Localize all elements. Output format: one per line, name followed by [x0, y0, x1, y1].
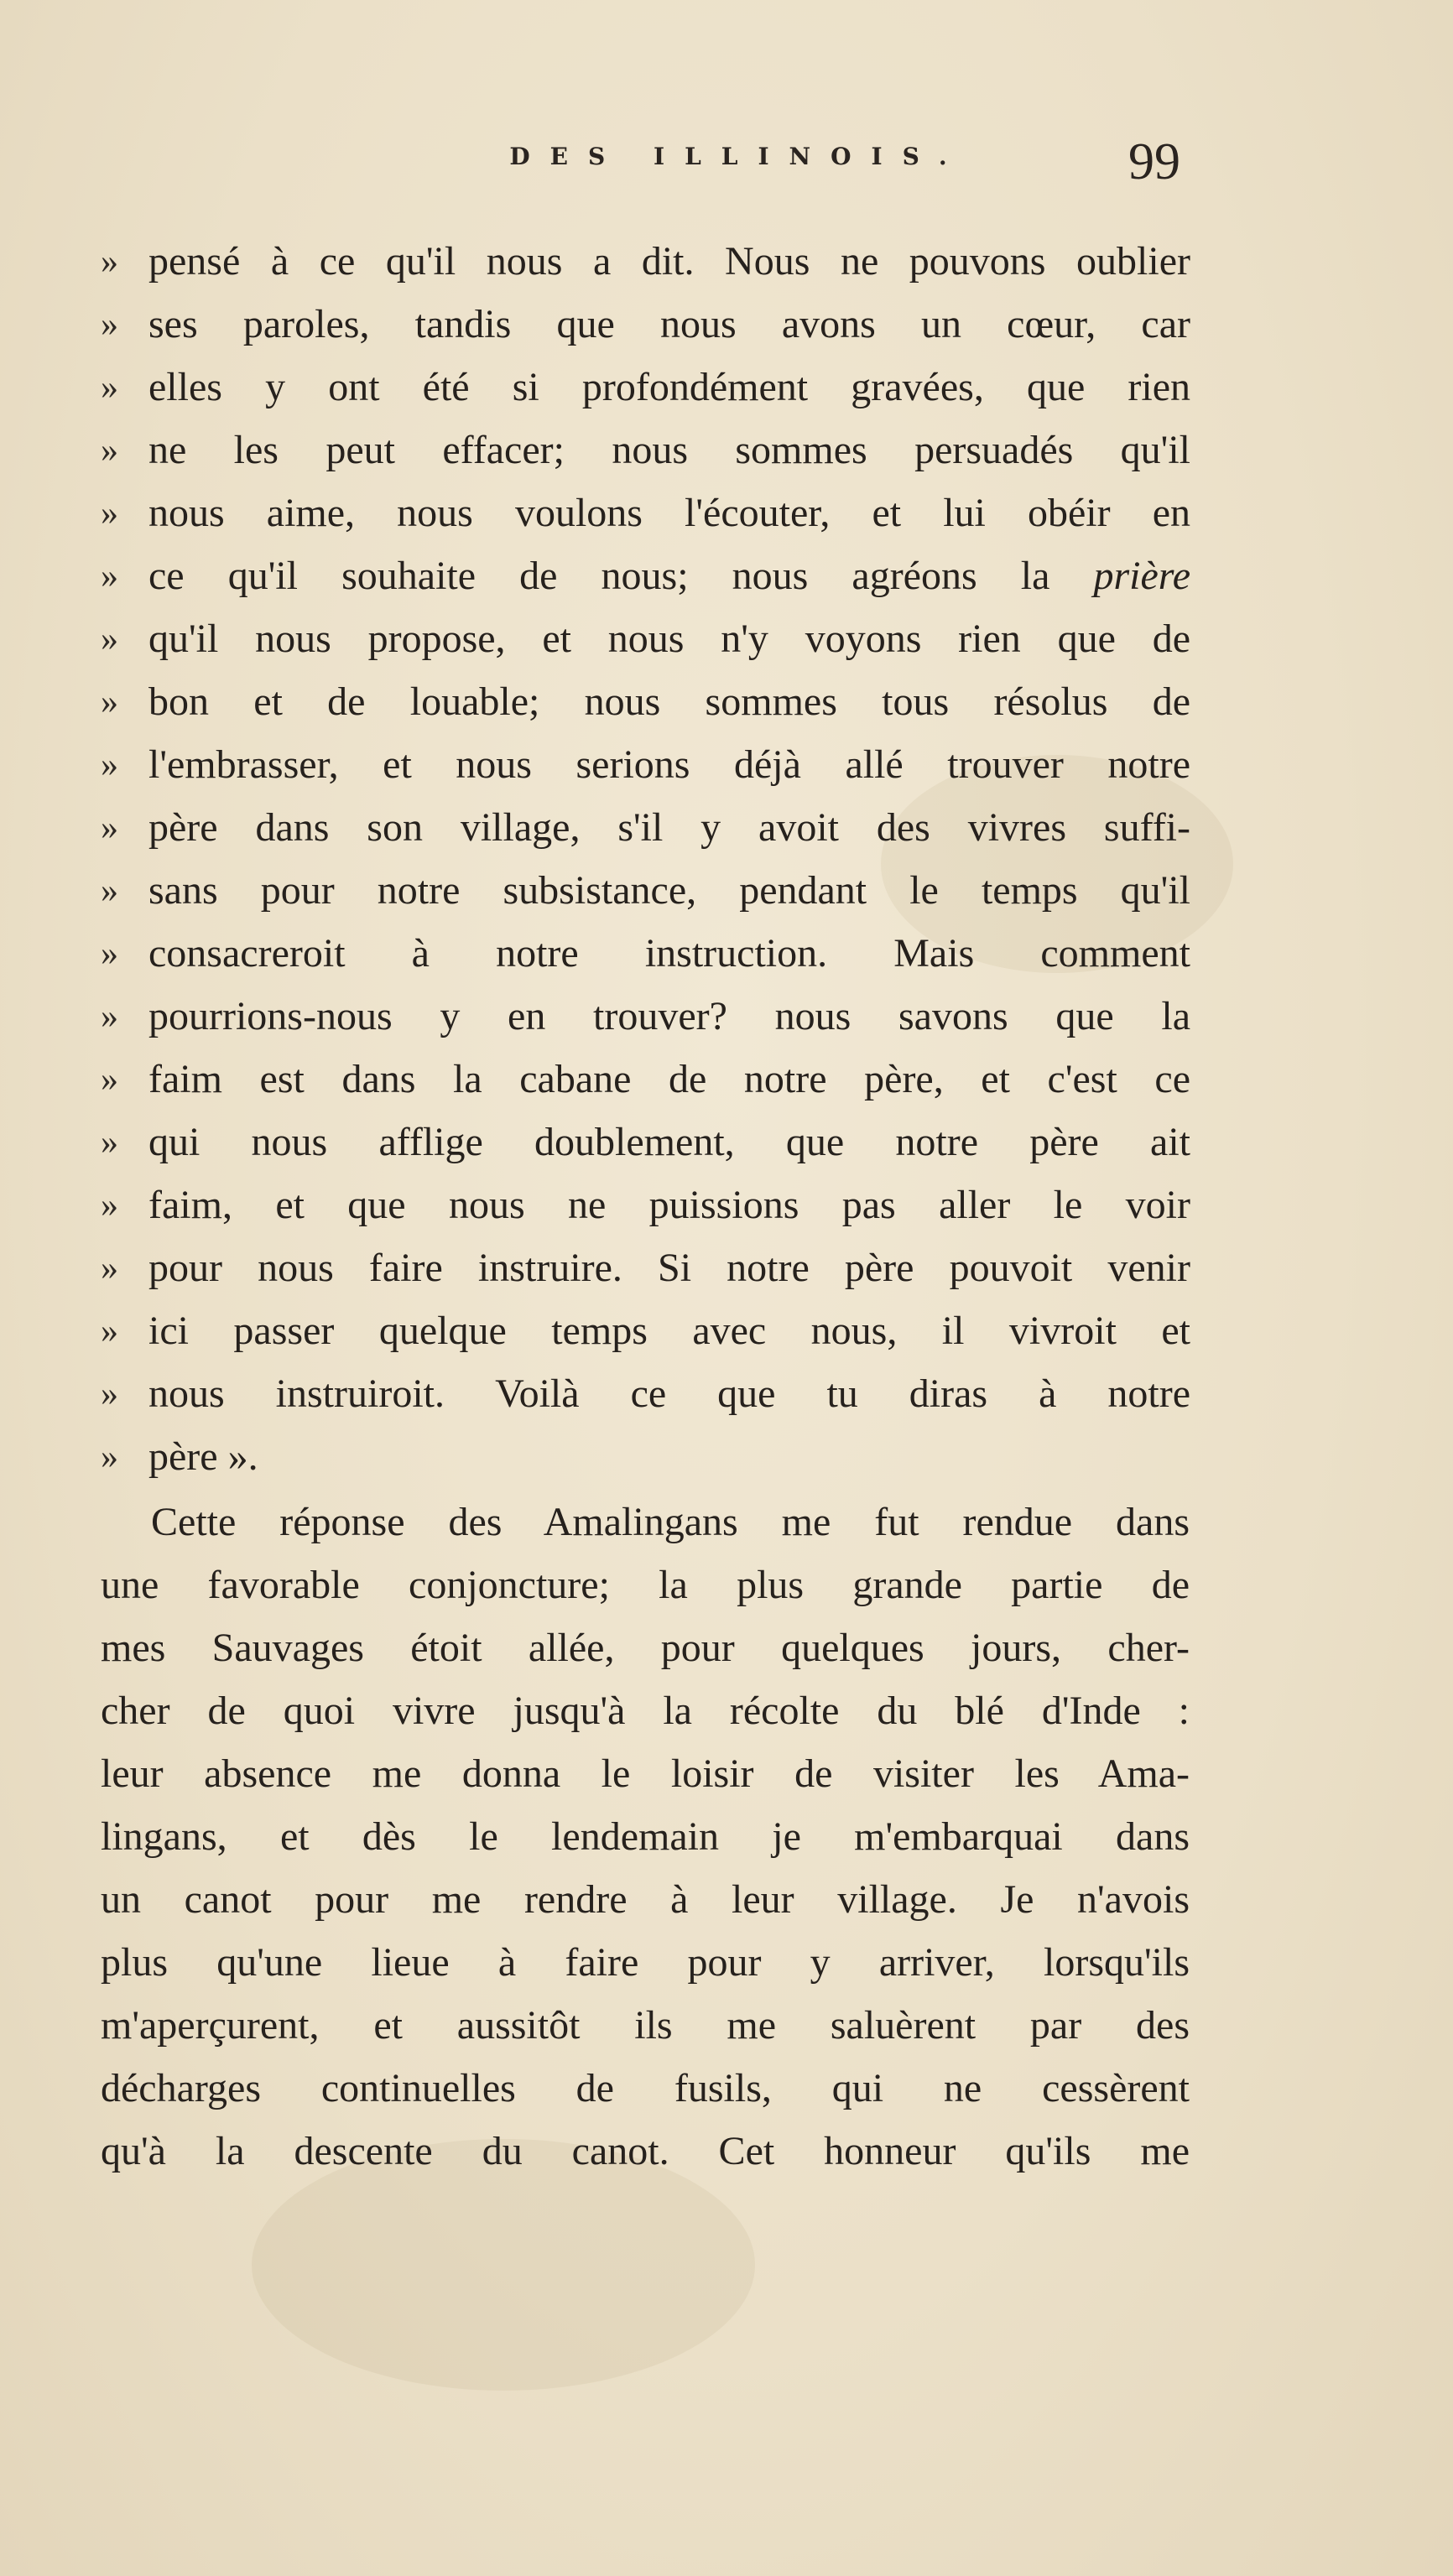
- line-text: elles y ont été si profondément gravées, que rien: [148, 365, 1190, 409]
- quote-mark: »: [101, 620, 118, 658]
- line-text: décharges continuelles de fusils, qui ne cessèrent: [101, 2066, 1190, 2110]
- quote-mark: »: [101, 494, 118, 533]
- line-text: une favorable conjoncture; la plus grande partie de: [101, 1563, 1190, 1607]
- line-text: bon et de louable; nous sommes tous résolus de: [148, 679, 1190, 724]
- quote-mark: »: [101, 431, 118, 470]
- line-text: nous aime, nous voulons l'écouter, et lui obéir en: [148, 491, 1190, 535]
- line-text: qu'il nous propose, et nous n'y voyons rien que de: [148, 617, 1190, 661]
- quote-mark: »: [101, 683, 118, 721]
- quote-mark: »: [101, 305, 118, 344]
- line-text: père ».: [148, 1434, 258, 1479]
- line-text: nous instruiroit. Voilà ce que tu diras à notre: [148, 1371, 1190, 1416]
- line-text: cher de quoi vivre jusqu'à la récolte du blé d'Inde :: [101, 1689, 1190, 1733]
- line-text: pensé à ce qu'il nous a dit. Nous ne pouvons oublier: [148, 239, 1190, 284]
- line-text: leur absence me donna le loisir de visiter les Ama-: [101, 1751, 1190, 1796]
- italic-word: prière: [1093, 554, 1191, 598]
- page-number: 99: [1128, 133, 1180, 190]
- line-text: faim, et que nous ne puissions pas aller le voir: [148, 1183, 1190, 1227]
- quote-mark: »: [101, 1312, 118, 1350]
- line-text: ne les peut effacer; nous sommes persuadés qu'il: [148, 428, 1190, 472]
- paper-stain: [252, 2139, 755, 2391]
- quote-mark: »: [101, 746, 118, 784]
- quote-mark: »: [101, 997, 118, 1036]
- line-text: sans pour notre subsistance, pendant le temps qu'il: [148, 868, 1190, 913]
- line-text: qui nous afflige doublement, que notre père ait: [148, 1120, 1190, 1164]
- quote-mark: »: [101, 557, 118, 596]
- running-head: DES ILLINOIS.: [509, 143, 967, 170]
- line-text: faim est dans la cabane de notre père, et c'est ce: [148, 1057, 1190, 1101]
- quote-mark: »: [101, 368, 118, 407]
- line-text: pour nous faire instruire. Si notre père pouvoit venir: [148, 1246, 1190, 1290]
- line-text: qu'à la descente du canot. Cet honneur qu'ils me: [101, 2129, 1190, 2173]
- line-text: consacreroit à notre instruction. Mais comment: [148, 931, 1190, 976]
- line-text: Cette réponse des Amalingans me fut rendue dans: [151, 1500, 1190, 1544]
- line-text: ses paroles, tandis que nous avons un cœur, car: [148, 302, 1190, 346]
- quote-mark: »: [101, 934, 118, 973]
- quote-mark: »: [101, 872, 118, 910]
- line-text: pourrions-nous y en trouver? nous savons que la: [148, 994, 1190, 1038]
- quote-mark: »: [101, 1060, 118, 1099]
- line-text: mes Sauvages étoit allée, pour quelques jours, cher-: [101, 1626, 1190, 1670]
- line-text-with-italic: [148, 551, 1190, 601]
- quote-mark: »: [101, 1249, 118, 1288]
- quote-mark: »: [101, 1438, 118, 1476]
- line-text: plus qu'une lieue à faire pour y arriver, lorsqu'ils: [101, 1940, 1190, 1985]
- quote-mark: »: [101, 1123, 118, 1162]
- line-text: père dans son village, s'il y avoit des vivres suffi-: [148, 805, 1190, 850]
- line-text: m'aperçurent, et aussitôt ils me saluèrent par des: [101, 2003, 1190, 2048]
- quote-mark: »: [101, 1186, 118, 1225]
- line-text: lingans, et dès le lendemain je m'embarquai dans: [101, 1814, 1190, 1859]
- line-text: l'embrasser, et nous serions déjà allé trouver notre: [148, 742, 1190, 787]
- line-text: un canot pour me rendre à leur village. Je n'avois: [101, 1877, 1190, 1922]
- quote-mark: »: [101, 1375, 118, 1413]
- line-text: ce qu'il souhaite de nous; nous agréons la: [148, 554, 1050, 598]
- quote-mark: »: [101, 809, 118, 847]
- quote-mark: »: [101, 242, 118, 281]
- line-text: ici passer quelque temps avec nous, il vivroit et: [148, 1309, 1190, 1353]
